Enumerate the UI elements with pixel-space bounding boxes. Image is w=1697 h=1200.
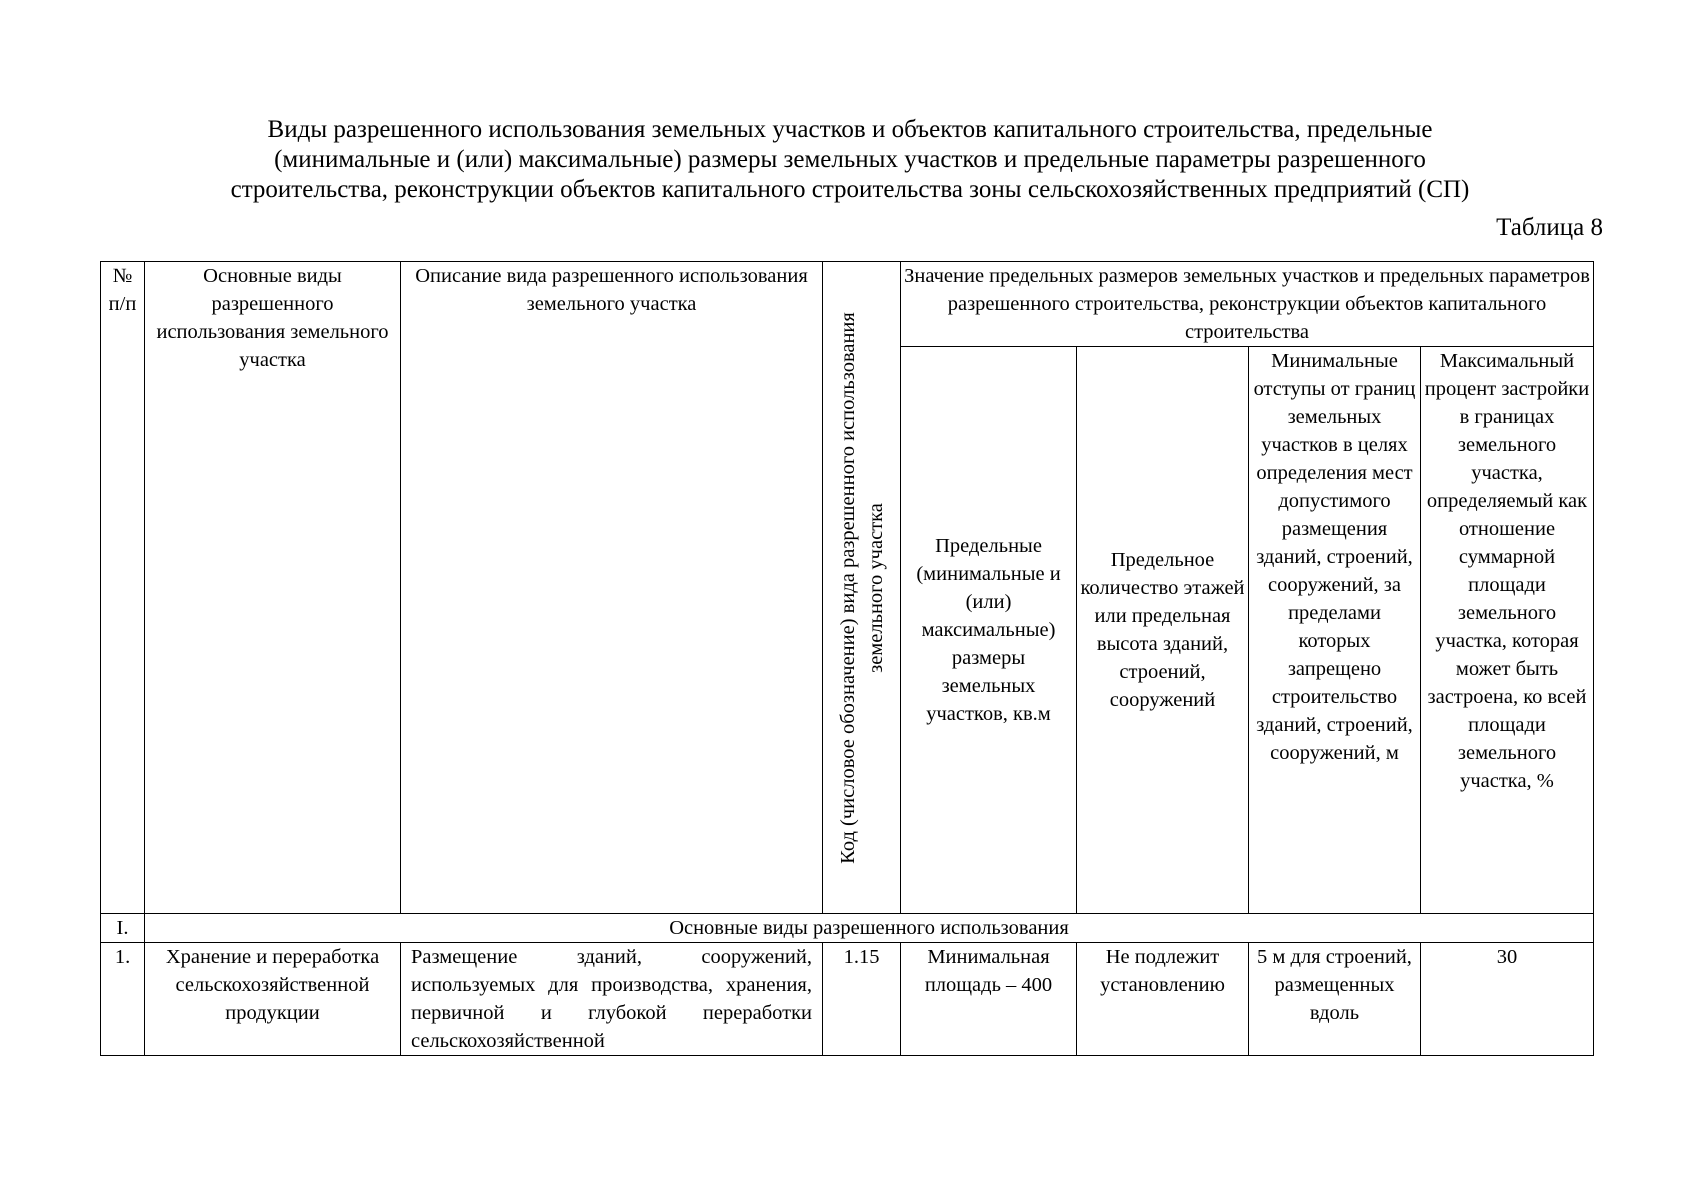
row-coverage: 30: [1421, 943, 1594, 1056]
row-code: 1.15: [823, 943, 901, 1056]
row-name: Хранение и переработка сельскохозяйственной продукции: [145, 943, 401, 1056]
row-description: Размещение зданий, сооружений, используемых для производства, хранения, первичной и глубокой переработки сельскохозяйственной: [401, 943, 823, 1056]
section-row: [101, 914, 1594, 943]
header-setbacks: Минимальные отступы от границ земельных участков в целях определения мест допустимого размещения зданий, строений, сооружений, за пределами которых запрещено строительство зданий, строений, сооружений, м: [1249, 347, 1421, 914]
row-setbacks: 5 м для строений, размещенных вдоль: [1249, 943, 1421, 1056]
header-row: [101, 262, 1594, 347]
header-description: Описание вида разрешенного использования земельного участка: [401, 262, 823, 914]
zoning-table: [100, 261, 1594, 1056]
header-num: № п/п: [101, 262, 145, 914]
title-line: строительства, реконструкции объектов капитального строительства зоны сельскохозяйственных предприятий (СП): [230, 176, 1470, 203]
section-label: Основные виды разрешенного использования: [145, 914, 1594, 943]
header-sizes: Предельные (минимальные и (или) максимальные) размеры земельных участков, кв.м: [901, 347, 1077, 914]
document-title: [100, 115, 1600, 205]
header-limits-group: Значение предельных размеров земельных участков и предельных параметров разрешенного строительства, реконструкции объектов капитального строительства: [901, 262, 1594, 347]
section-num: I.: [101, 914, 145, 943]
row-sizes: Минимальная площадь – 400: [901, 943, 1077, 1056]
header-main-types: Основные виды разрешенного использования земельного участка: [145, 262, 401, 914]
header-floors: Предельное количество этажей или предельная высота зданий, строений, сооружений: [1077, 347, 1249, 914]
row-num: 1.: [101, 943, 145, 1056]
header-code-text: Код (числовое обозначение) вида разрешенного использования земельного участка: [836, 311, 887, 864]
table-number: Таблица 8: [1496, 214, 1603, 241]
row-floors: Не подлежит установлению: [1077, 943, 1249, 1056]
header-code: [823, 262, 901, 914]
title-line: Виды разрешенного использования земельных участков и объектов капитального строительства, предельные: [267, 116, 1433, 143]
title-line: (минимальные и (или) максимальные) размеры земельных участков и предельные параметры разрешенного: [274, 146, 1426, 173]
header-coverage: Максимальный процент застройки в границах земельного участка, определяемый как отношение суммарной площади земельного участка, которая может быть застроена, ко всей площади земельного участка, %: [1421, 347, 1594, 914]
table-row: [101, 943, 1594, 1056]
